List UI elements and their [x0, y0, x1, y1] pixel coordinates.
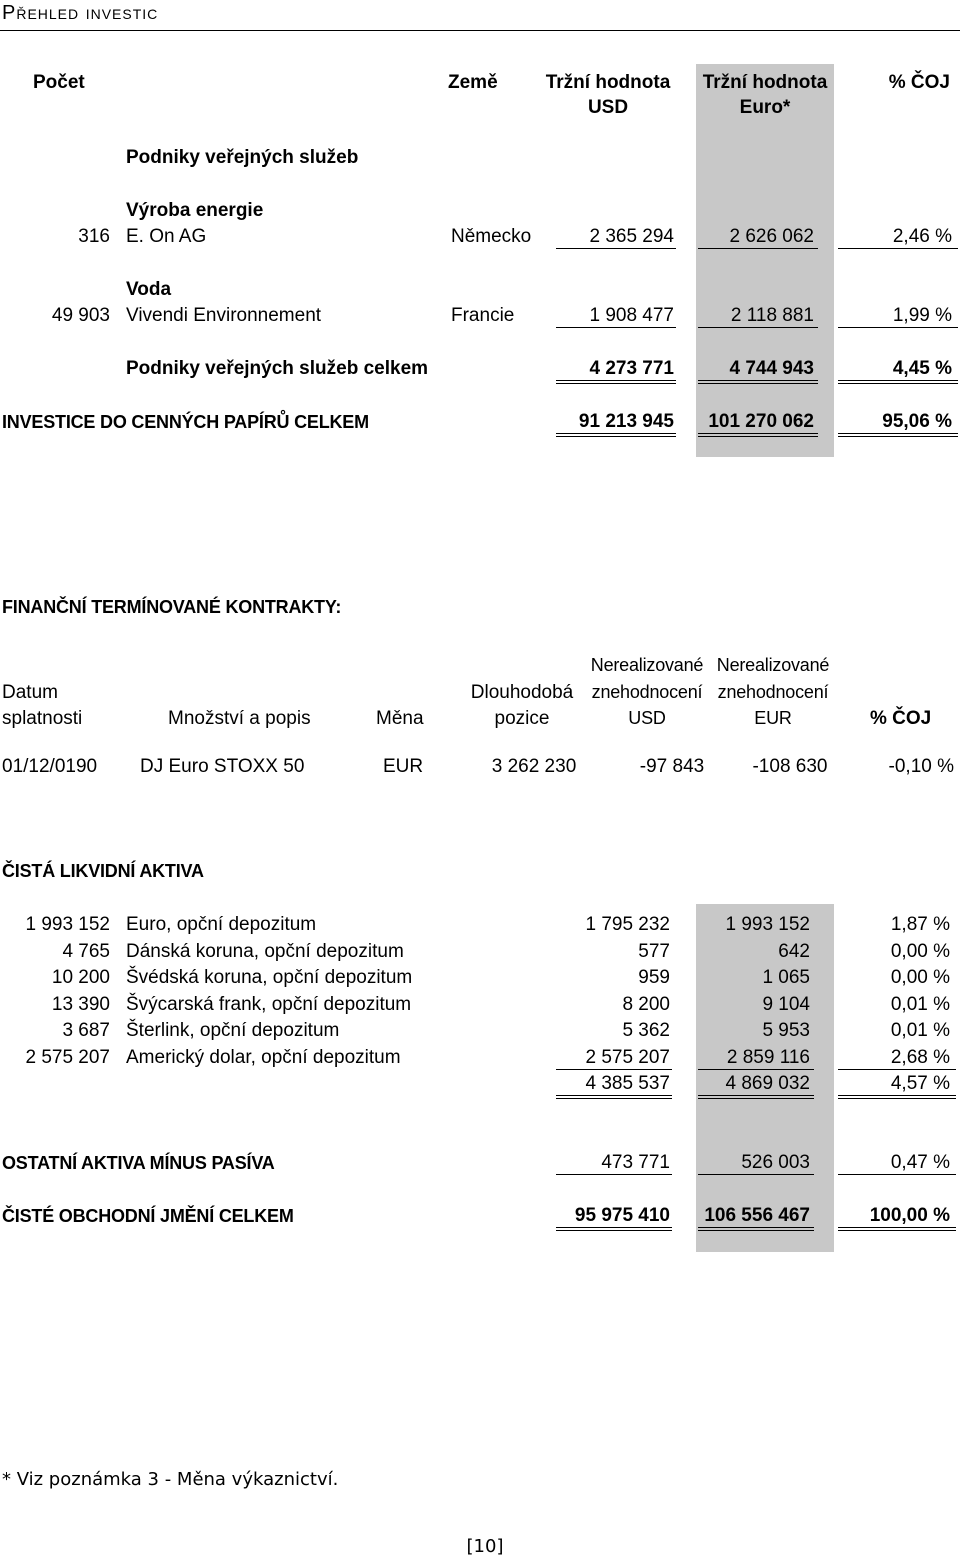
energy-subtitle: Výroba energie — [126, 200, 264, 221]
liquid-row-pct: 0,01 % — [890, 1020, 950, 1041]
liquid-row-eur: 1 065 — [762, 967, 810, 988]
footnote: * Viz poznámka 3 - Měna výkaznictví. — [2, 1469, 339, 1490]
futures-title: FINANČNÍ TERMÍNOVANÉ KONTRAKTY: — [2, 597, 342, 617]
water-subtitle: Voda — [126, 279, 172, 300]
water-name: Vivendi Environnement — [126, 305, 322, 326]
liquid-row-usd: 2 575 207 — [556, 1047, 672, 1070]
liquid-row-desc: Švédská koruna, opční depozitum — [126, 967, 413, 988]
securities-total-usd: 91 213 945 — [556, 411, 676, 437]
utilities-group-title: Podniky veřejných služeb — [126, 147, 359, 168]
energy-eur: 2 626 062 — [698, 226, 818, 249]
liquid-row-pct: 0,01 % — [890, 994, 950, 1015]
col-count-header: Počet — [33, 72, 85, 93]
futures-row-position: 3 262 230 — [491, 756, 577, 777]
other-label: OSTATNÍ AKTIVA MÍNUS PASÍVA — [2, 1153, 275, 1173]
liquid-row-usd: 959 — [638, 967, 670, 988]
eur-column-shade — [696, 64, 834, 457]
liquid-row-usd: 8 200 — [622, 994, 670, 1015]
futures-row-desc: DJ Euro STOXX 50 — [140, 756, 305, 777]
energy-country: Německo — [451, 226, 532, 247]
energy-name: E. On AG — [126, 226, 207, 247]
securities-total-label: INVESTICE DO CENNÝCH PAPÍRŮ CELKEM — [2, 412, 369, 432]
liquid-row-eur: 642 — [778, 941, 810, 962]
liquid-row-eur: 2 859 116 — [698, 1047, 814, 1070]
futures-h-usd-3: USD — [628, 708, 666, 728]
net-pct: 100,00 % — [838, 1205, 956, 1231]
futures-h-long-1: Dlouhodobá — [470, 682, 574, 703]
col-pct-header: % ČOJ — [888, 72, 950, 93]
futures-h-usd-1: Nerealizované — [590, 655, 704, 675]
futures-row-currency: EUR — [383, 756, 424, 777]
securities-total-eur: 101 270 062 — [698, 411, 818, 437]
liquid-row-usd: 577 — [638, 941, 670, 962]
other-pct: 0,47 % — [838, 1152, 956, 1175]
securities-total-pct: 95,06 % — [838, 411, 958, 437]
title-rule — [0, 30, 960, 31]
liquid-row-usd: 5 362 — [622, 1020, 670, 1041]
utilities-total-eur: 4 744 943 — [698, 358, 818, 384]
energy-count: 316 — [78, 226, 110, 247]
futures-h-currency: Měna — [376, 708, 424, 729]
other-usd: 473 771 — [556, 1152, 672, 1175]
utilities-total-label: Podniky veřejných služeb celkem — [126, 358, 429, 379]
futures-h-eur-3: EUR — [754, 708, 792, 728]
water-usd: 1 908 477 — [556, 305, 676, 328]
col-usd-header-2: USD — [587, 97, 629, 118]
liquid-row-amount: 10 200 — [51, 967, 110, 988]
col-eur-header-2: Euro* — [739, 97, 791, 118]
liquid-row-amount: 4 765 — [62, 941, 110, 962]
futures-h-eur-2: znehodnocení — [717, 682, 829, 702]
futures-row-date: 01/12/0190 — [2, 756, 98, 777]
liquid-row-amount: 2 575 207 — [25, 1047, 110, 1068]
liquid-row-eur: 9 104 — [762, 994, 810, 1015]
liquid-row-pct: 0,00 % — [890, 967, 950, 988]
futures-row-usd: -97 843 — [639, 756, 705, 777]
water-country: Francie — [451, 305, 515, 326]
futures-h-date-2: splatnosti — [2, 708, 83, 729]
futures-h-qty: Množství a popis — [168, 708, 311, 729]
utilities-total-usd: 4 273 771 — [556, 358, 676, 384]
liquid-row-eur: 5 953 — [762, 1020, 810, 1041]
futures-row-eur: -108 630 — [752, 756, 828, 777]
net-label: ČISTÉ OBCHODNÍ JMĚNÍ CELKEM — [2, 1206, 294, 1226]
col-eur-header-1: Tržní hodnota — [702, 72, 828, 93]
liquid-row-desc: Euro, opční depozitum — [126, 914, 317, 935]
futures-h-date-1: Datum — [2, 682, 58, 703]
futures-h-long-2: pozice — [494, 708, 550, 729]
water-eur: 2 118 881 — [698, 305, 818, 328]
liquid-row-amount: 1 993 152 — [25, 914, 110, 935]
col-usd-header-1: Tržní hodnota — [545, 72, 671, 93]
water-pct: 1,99 % — [838, 305, 958, 328]
energy-usd: 2 365 294 — [556, 226, 676, 249]
liquid-row-pct: 0,00 % — [890, 941, 950, 962]
liquid-row-pct: 1,87 % — [890, 914, 950, 935]
energy-pct: 2,46 % — [838, 226, 958, 249]
liquid-total-eur: 4 869 032 — [698, 1073, 814, 1099]
futures-row-pct: -0,10 % — [888, 756, 954, 777]
liquid-total-pct: 4,57 % — [838, 1073, 956, 1099]
page-title: Přehled investic — [2, 2, 159, 24]
page-number: [10] — [466, 1536, 504, 1557]
water-count: 49 903 — [51, 305, 110, 326]
liquid-row-pct: 2,68 % — [838, 1047, 956, 1070]
liquid-row-amount: 3 687 — [62, 1020, 110, 1041]
col-country-header: Země — [448, 72, 498, 93]
futures-h-pct: % ČOJ — [870, 708, 932, 729]
utilities-total-pct: 4,45 % — [838, 358, 958, 384]
liquid-row-amount: 13 390 — [51, 994, 110, 1015]
other-eur: 526 003 — [698, 1152, 814, 1175]
liquid-row-usd: 1 795 232 — [585, 914, 670, 935]
futures-h-usd-2: znehodnocení — [591, 682, 703, 702]
liquid-row-desc: Švýcarská frank, opční depozitum — [126, 994, 412, 1015]
liquid-row-desc: Šterlink, opční depozitum — [126, 1020, 340, 1041]
net-usd: 95 975 410 — [556, 1205, 672, 1231]
liquid-row-desc: Dánská koruna, opční depozitum — [126, 941, 404, 962]
liquid-row-desc: Americký dolar, opční depozitum — [126, 1047, 401, 1068]
futures-h-eur-1: Nerealizované — [716, 655, 830, 675]
liquid-title: ČISTÁ LIKVIDNÍ AKTIVA — [2, 861, 204, 881]
liquid-row-eur: 1 993 152 — [725, 914, 810, 935]
liquid-total-usd: 4 385 537 — [556, 1073, 672, 1099]
net-eur: 106 556 467 — [698, 1205, 814, 1231]
